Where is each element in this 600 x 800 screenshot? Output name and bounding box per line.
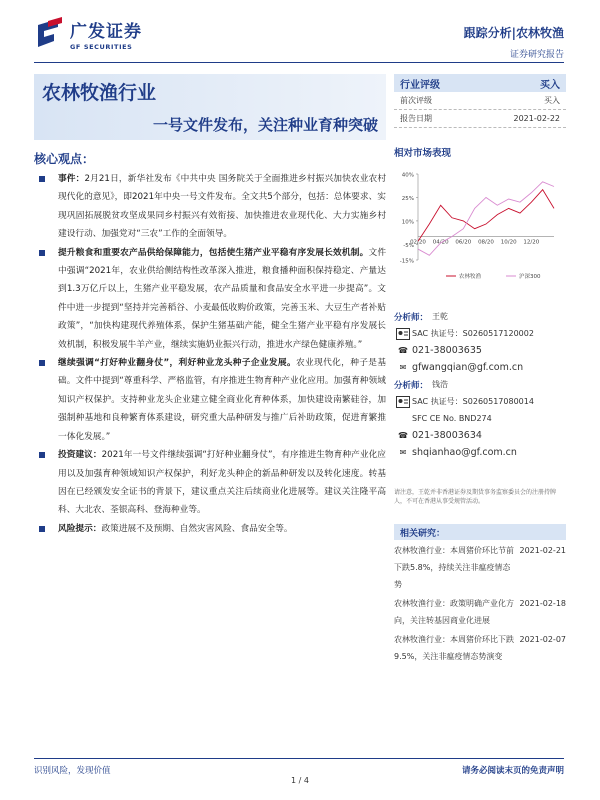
header-divider xyxy=(34,62,564,63)
bullet-heading: 投资建议： xyxy=(58,450,102,461)
bullet-text: 农业现代化，种子是基础。文件中提到“尊重科学、严格监管，有序推进生物育种产业化应用。加强育种领域知识产权保护。支持种业龙头企业建立健全商业化育种体系，加快建设南繁硅谷，加强制种基地和良种繁育体系建设，研究重大品种研发与推广后补助政策，促进育繁推一体化发展。” xyxy=(58,358,387,442)
phone-icon: ☎ xyxy=(398,346,408,355)
related-item-text[interactable]: 农林牧渔行业：本周猪价环比节前下跌5.8%，持续关注非瘟疫情态势 xyxy=(394,546,514,589)
related-research xyxy=(394,524,566,665)
report-title: 一号文件发布，关注种业育种突破 xyxy=(152,116,378,134)
x-tick-label: 08/20 xyxy=(478,239,494,246)
analyst-1-email-row[interactable] xyxy=(394,359,566,376)
related-item-text[interactable]: 农林牧渔行业：政策明确产业化方向，关注转基因商业化进展 xyxy=(394,599,514,625)
related-item-date: 2021-02-21 xyxy=(519,546,566,555)
analyst-1-phone-row xyxy=(394,342,566,359)
analyst-1-name-row xyxy=(394,308,566,325)
core-points-list xyxy=(34,170,386,538)
analyst-2-phone-row xyxy=(394,427,566,444)
report-date-row xyxy=(394,110,566,128)
logo-cn-text: 广发证券 xyxy=(70,22,142,42)
rating-value: 买入 xyxy=(540,79,560,91)
bullet-heading: 继续强调“打好种业翻身仗”，利好种业龙头种子企业发展。 xyxy=(58,358,296,369)
analyst-sac: SAC 执证号：S0260517120002 xyxy=(412,329,534,338)
analyst-2-sfc-row xyxy=(394,410,566,427)
report-subtitle: 证券研究报告 xyxy=(509,50,564,60)
gf-logo-icon xyxy=(34,17,64,51)
footer-slogan: 识别风险，发现价值 xyxy=(34,766,111,776)
x-tick-label: 10/20 xyxy=(500,239,517,246)
related-item-date: 2021-02-07 xyxy=(519,635,566,644)
bullet-supply xyxy=(34,244,386,354)
analyst-name: 钱浩 xyxy=(432,380,448,389)
y-tick-label: 25% xyxy=(401,195,414,202)
y-tick-label: 10% xyxy=(401,219,414,226)
company-logo xyxy=(34,14,164,54)
bullet-text: 2月21日，新华社发布《中共中央 国务院关于全面推进乡村振兴加快农业农村现代化的意见》，即2021年中央一号文件发布。全文共5个部分，包括：总体要求、实现巩固拓展脱贫攻坚成果同乡村振兴有效衔接、加快推进农业现代化、大力实施乡村建设行动、加强党对“三农”工作的全面领导。 xyxy=(58,174,387,240)
analyst-2-sac-row xyxy=(394,393,566,410)
related-item-text[interactable]: 农林牧渔行业：本周猪价环比下跌9.5%，关注非瘟疫情态势演变 xyxy=(394,635,514,661)
bullet-heading: 事件： xyxy=(58,174,85,184)
logo-en-text: GF SECURITIES xyxy=(70,43,133,51)
performance-chart xyxy=(394,168,566,283)
analyst-2-email-row[interactable] xyxy=(394,444,566,461)
analyst-sfc: SFC CE No. BND274 xyxy=(412,414,492,423)
bullet-investment xyxy=(34,446,386,520)
analyst-email[interactable]: shqianhao@gf.com.cn xyxy=(412,447,517,458)
bullet-text: 文件中强调“2021年，农业供给侧结构性改革深入推进，粮食播种面积保持稳定、产量达到1.3万亿斤以上，生猪产业平稳发展，农产品质量和食品安全水平进一步提高”。文件中进一步提到“坚持并完善稻谷、小麦最低收购价政策，完善玉米、大豆生产者补贴政策”，“加快构建现代养殖体系，保护生猪基础产能，健全生猪产业平稳有序发展长效机制，积极发展牛羊产业，继续实施奶业振兴行动，推进水产绿色健康养殖。” xyxy=(58,247,387,350)
analysts-block xyxy=(394,308,566,461)
analyst-phone: 021-38003634 xyxy=(412,430,482,441)
related-item[interactable] xyxy=(394,593,566,629)
performance-title: 相对市场表现 xyxy=(394,148,452,159)
related-title: 相关研究： xyxy=(394,524,566,540)
performance-chart-svg xyxy=(394,168,566,283)
analyst-email[interactable]: gfwangqian@gf.com.cn xyxy=(412,362,524,373)
x-tick-label: 02/20 xyxy=(410,239,426,246)
analyst-sac: SAC 执证号：S0260517080014 xyxy=(412,397,534,406)
person-icon xyxy=(394,328,412,340)
rating-label: 行业评级 xyxy=(400,79,440,91)
prev-rating-row xyxy=(394,92,566,110)
rating-row xyxy=(394,74,566,92)
report-date-value: 2021-02-22 xyxy=(513,114,560,123)
footer-divider xyxy=(34,758,564,759)
y-tick-label: -5% xyxy=(403,242,414,249)
mail-icon: ✉ xyxy=(399,448,407,457)
related-item[interactable] xyxy=(394,540,566,593)
analyst-1-sac-row xyxy=(394,325,566,342)
y-tick-label: -15% xyxy=(399,258,414,265)
footer-disclaimer-note: 请务必阅读末页的免责声明 xyxy=(461,766,564,776)
x-tick-label: 12/20 xyxy=(523,239,540,246)
related-item[interactable] xyxy=(394,629,566,665)
analyst-name: 王乾 xyxy=(432,312,448,321)
bullet-event xyxy=(34,170,386,244)
core-points-title: 核心观点： xyxy=(34,152,95,166)
person-icon xyxy=(394,396,412,408)
report-date-label: 报告日期 xyxy=(400,114,432,123)
bullet-heading: 提升粮食和重要农产品供给保障能力，包括使生猪产业平稳有序发展长效机制。 xyxy=(58,247,369,258)
prev-rating-label: 前次评级 xyxy=(400,96,432,105)
x-tick-label: 06/20 xyxy=(455,239,472,246)
related-item-date: 2021-02-18 xyxy=(519,599,566,608)
analyst-disclaimer: 请注意，王乾并非香港证券及期货事务监察委员会的注册持牌人，不可在香港从事受规管活动。 xyxy=(394,489,557,505)
y-tick-label: 40% xyxy=(401,172,414,179)
analyst-role: 分析师： xyxy=(394,380,429,391)
rating-box xyxy=(394,74,566,128)
legend-label: 农林牧渔 xyxy=(459,274,482,280)
bullet-text: 政策进展不及预期、自然灾害风险、食品安全等。 xyxy=(101,523,293,534)
industry-title: 农林牧渔行业 xyxy=(42,82,157,104)
bullet-heading: 风险提示： xyxy=(58,523,102,534)
analyst-role: 分析师： xyxy=(394,312,429,323)
report-type-title: 跟踪分析|农林牧渔 xyxy=(463,26,564,40)
legend-label: 沪深300 xyxy=(519,274,541,280)
bullet-seed xyxy=(34,354,386,446)
prev-rating-value: 买入 xyxy=(544,96,560,105)
page-number: 1 / 4 xyxy=(291,776,309,785)
x-tick-label: 04/20 xyxy=(432,239,449,246)
analyst-2-name-row xyxy=(394,376,566,393)
phone-icon: ☎ xyxy=(398,431,408,440)
mail-icon: ✉ xyxy=(399,363,407,372)
bullet-text: 2021年一号文件继续强调“打好种业翻身仗”，有序推进生物育种产业化应用以及加强育种领域知识产权保护，利好龙头种企的新品种研发以及转化速度。转基因在已经颁发安全证书的背景下，建议重点关注后续商业化进展等。建议关注隆平高科、大北农、荃银高科、登海种业等。 xyxy=(58,450,386,516)
bullet-risk xyxy=(34,520,386,538)
title-band xyxy=(34,74,386,140)
analyst-phone: 021-38003635 xyxy=(412,345,482,356)
